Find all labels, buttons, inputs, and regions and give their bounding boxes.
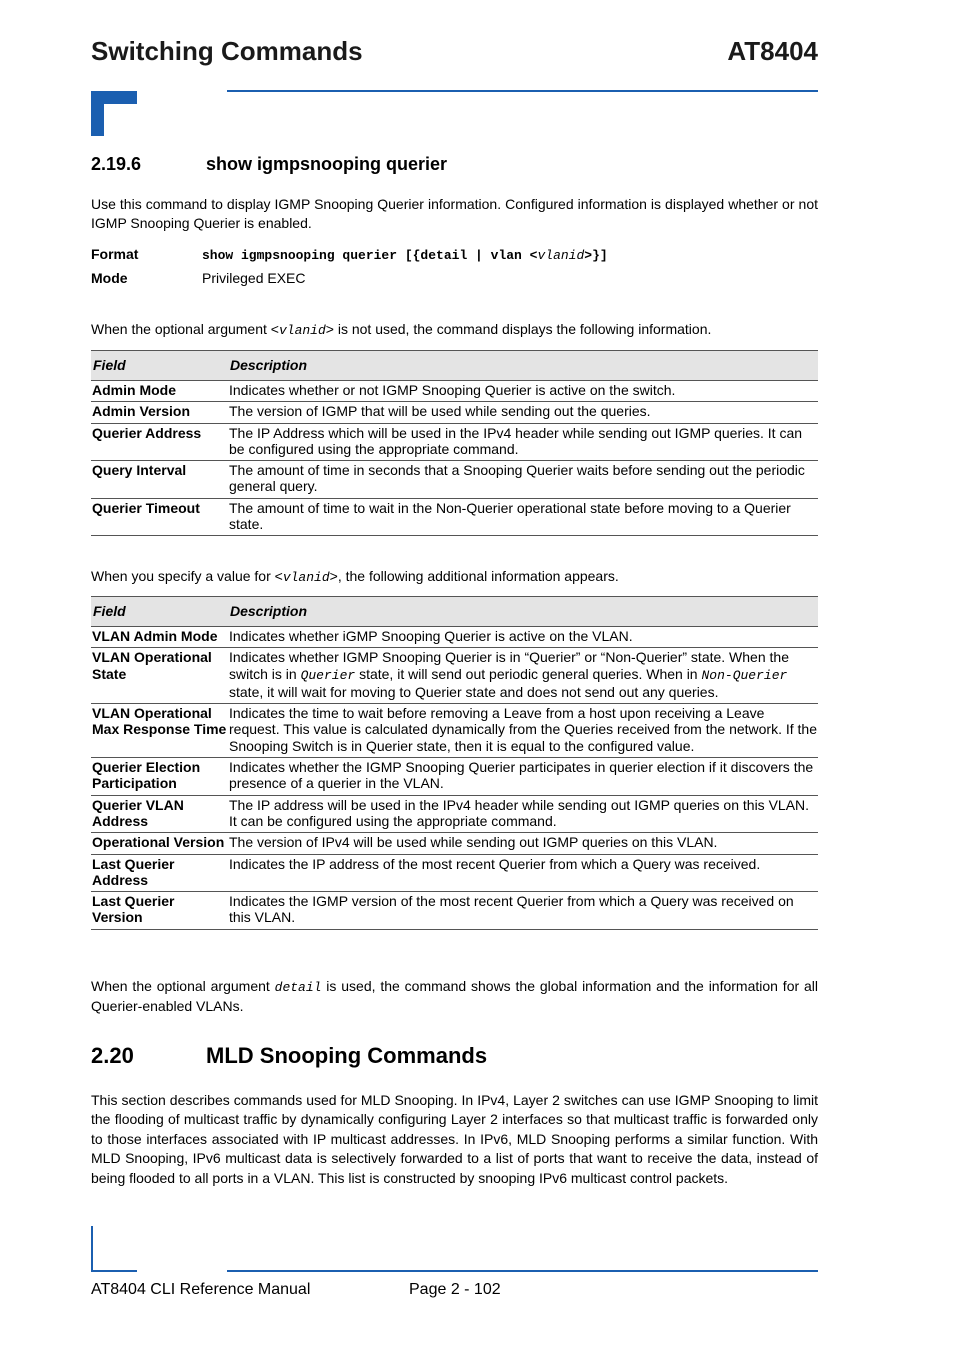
table-row: Querier Election Participation Indicates whether the IGMP Snooping Querier participates in querier election if it discovers the presence of a querier in the VLAN. (91, 758, 818, 796)
paragraph-detail-argument: When the optional argument detail is used, the command shows the global information and the information for all Querier-enabled VLANs. (91, 978, 819, 1015)
column-header-description: Description (228, 351, 818, 381)
table-header-row (91, 351, 818, 381)
table-row: VLAN Operational State Indicates whether IGMP Snooping Querier is in “Querier” or “Non-Querier” state. When the switch is in Querier state, it will send out periodic general queries. When in Non-Querier state, it will wait for moving to Querier state and does not send out any queries. (91, 648, 818, 704)
table-row: VLAN Operational Max Response Time Indicates the time to wait before removing a Leave from a host upon receiving a Leave request. This value is calculated dynamically from the Queries received from the network. If the Snooping Switch is in Querier state, then it is equal to the configured value. (91, 704, 818, 758)
mode-value: Privileged EXEC (202, 270, 306, 286)
table-row: VLAN Admin Mode Indicates whether iGMP Snooping Querier is active on the VLAN. (91, 627, 818, 648)
footer-manual-title: AT8404 CLI Reference Manual (91, 1281, 311, 1298)
header-rule (227, 90, 818, 92)
table-row: Querier Address The IP Address which will be used in the IPv4 header while sending out IGMP queries. It can be configured using the appropriate command. (91, 423, 818, 461)
mld-intro-paragraph: This section describes commands used for MLD Snooping. In IPv4, Layer 2 switches can use IGMP Snooping to limit the flooding of multicast traffic by dynamically configuring Layer 2 interfaces so that multicast traffic is forwarded only to those interfaces associated with IP multicast addresses. In IPv6, MLD Snooping performs a similar function. With MLD Snooping, IPv6 multicast data is selectively forwarded to a list of ports that want to receive the data, instead of being flooded to all ports in a VLAN. This list is constructed by snooping IPv6 multicast control packets. (91, 1092, 818, 1186)
mode-label: Mode (91, 270, 128, 286)
table-row: Last Querier Version Indicates the IGMP version of the most recent Querier from which a Query was received on this VLAN. (91, 892, 818, 930)
footer-rule (227, 1270, 818, 1272)
table-row: Querier VLAN Address The IP address will be used in the IPv4 header while sending out IGMP queries on this VLAN. It can be configured using the appropriate command. (91, 795, 818, 833)
section-number: 2.19.6 (91, 154, 142, 174)
section-heading-mld (91, 1043, 487, 1069)
table-row: Querier Timeout The amount of time to wait in the Non-Querier operational state before moving to a Querier state. (91, 498, 818, 536)
table-row: Operational Version The version of IPv4 will be used while sending out IGMP queries on this VLAN. (91, 833, 818, 854)
corner-mark-bottom (91, 1226, 137, 1272)
table-header-row (91, 597, 818, 627)
section-number: 2.20 (91, 1043, 134, 1068)
table-row: Admin Version The version of IGMP that will be used while sending out the queries. (91, 402, 818, 423)
intro-paragraph: Use this command to display IGMP Snooping Querier information. Configured information is displayed whether or not IGMP Snooping Querier is enabled. (91, 196, 818, 232)
vlan-fields-table (91, 596, 818, 930)
column-header-field: Field (91, 351, 228, 381)
format-command: show igmpsnooping querier [{detail | vlan <vlanid>}] (202, 248, 608, 263)
table-row: Last Querier Address Indicates the IP address of the most recent Querier from which a Query was received. (91, 854, 818, 892)
footer-page-number: Page 2 - 102 (409, 1281, 501, 1298)
column-header-description: Description (228, 597, 818, 627)
paragraph-vlanid-not-used: When the optional argument <vlanid> is not used, the command displays the following information. (91, 321, 712, 338)
header-title: Switching Commands (91, 36, 363, 66)
format-label: Format (91, 246, 139, 262)
section-title: MLD Snooping Commands (206, 1043, 488, 1068)
header-product: AT8404 (727, 36, 818, 66)
paragraph-vlanid-specified: When you specify a value for <vlanid>, the following additional information appears. (91, 568, 619, 585)
table-row: Admin Mode Indicates whether or not IGMP Snooping Querier is active on the switch. (91, 381, 818, 402)
section-heading (91, 154, 447, 175)
table-row: Query Interval The amount of time in seconds that a Snooping Querier waits before sending out the periodic general query. (91, 461, 818, 499)
section-title: show igmpsnooping querier (206, 154, 448, 174)
mode-row (91, 270, 306, 286)
format-row (91, 246, 608, 263)
querier-fields-table (91, 350, 818, 536)
corner-mark-top (91, 91, 137, 137)
column-header-field: Field (91, 597, 228, 627)
